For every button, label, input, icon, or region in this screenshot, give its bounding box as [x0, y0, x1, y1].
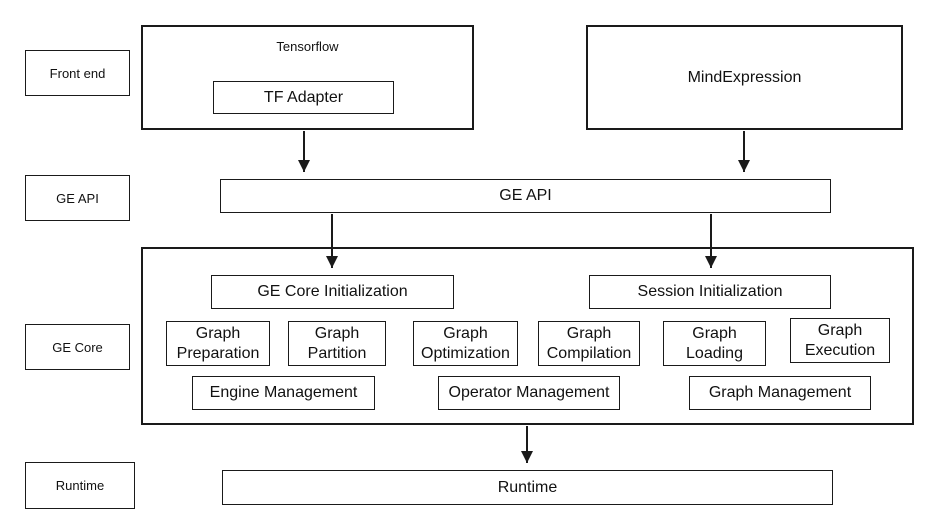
- tensorflow-container: [141, 25, 474, 130]
- graph-preparation-label-line2: Preparation: [176, 344, 260, 362]
- graph-loading-box: [663, 321, 766, 366]
- lane-label-text: GE API: [56, 190, 99, 206]
- graph-compilation-label-line2: Compilation: [546, 344, 632, 362]
- graph-loading-label-line1: Graph: [692, 325, 737, 343]
- lane-label-front-end: [25, 50, 130, 96]
- mindexpression-label: MindExpression: [687, 68, 802, 86]
- operator-management-label: Operator Management: [448, 384, 610, 402]
- lane-label-ge-api: [25, 175, 130, 221]
- graph-optimization-label-line2: Optimization: [421, 344, 510, 362]
- graph-preparation-label-line1: Graph: [195, 325, 241, 343]
- runtime-box: [222, 470, 833, 505]
- session-initialization-box: [589, 275, 831, 309]
- tf-adapter-label: TF Adapter: [263, 88, 344, 106]
- graph-partition-label-line1: Graph: [314, 325, 360, 343]
- session-initialization-label: Session Initialization: [637, 283, 783, 301]
- graph-partition-label-line2: Partition: [307, 344, 367, 362]
- ge-core-initialization-label: GE Core Initialization: [257, 283, 408, 301]
- ge-api-box: [220, 179, 831, 213]
- ge-api-label: GE API: [499, 187, 552, 205]
- engine-management-box: [192, 376, 375, 410]
- graph-management-label: Graph Management: [708, 384, 852, 402]
- graph-execution-box: [790, 318, 890, 363]
- lane-label-text: Front end: [49, 65, 106, 81]
- runtime-label: Runtime: [497, 478, 558, 496]
- lane-label-runtime: [25, 462, 135, 509]
- graph-execution-label-line1: Graph: [817, 322, 863, 340]
- tensorflow-label: Tensorflow: [276, 39, 339, 54]
- ge-core-initialization-box: [211, 275, 454, 309]
- graph-partition-box: [288, 321, 386, 366]
- mindexpression-box: [586, 25, 903, 130]
- lane-label-text: GE Core: [52, 339, 103, 355]
- lane-label-ge-core: [25, 324, 130, 370]
- graph-optimization-box: [413, 321, 518, 366]
- graph-optimization-label-line1: Graph: [443, 325, 488, 343]
- graph-execution-label-line2: Execution: [804, 341, 876, 359]
- graph-management-box: [689, 376, 871, 410]
- lane-label-text: Runtime: [55, 478, 105, 493]
- engine-management-label: Engine Management: [209, 384, 358, 402]
- graph-compilation-label-line1: Graph: [566, 325, 612, 343]
- operator-management-box: [438, 376, 620, 410]
- graph-loading-label-line2: Loading: [686, 344, 743, 362]
- tf-adapter-box: [213, 81, 394, 114]
- graph-preparation-box: [166, 321, 270, 366]
- graph-compilation-box: [538, 321, 640, 366]
